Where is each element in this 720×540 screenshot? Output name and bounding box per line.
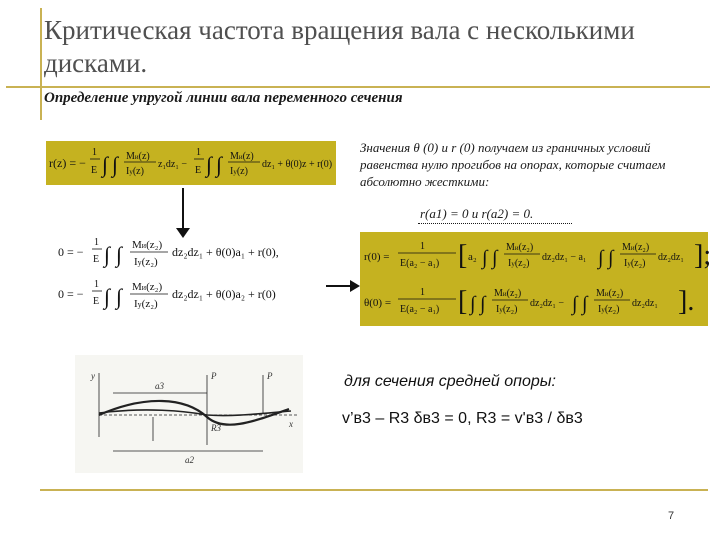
footer-rule <box>40 489 708 491</box>
svg-text:Iy(z): Iy(z) <box>230 166 248 177</box>
svg-text:E: E <box>91 165 98 176</box>
equation-right-2 <box>360 280 708 324</box>
svg-text:dz₂dz₁: dz₂dz₁ <box>658 252 684 263</box>
svg-text:∫: ∫ <box>102 152 109 177</box>
svg-text:1: 1 <box>94 279 99 290</box>
reaction-formula: v’в3 – R3 δв3 = 0, R3 = v'в3 / δв3 <box>342 410 583 427</box>
svg-text:∫: ∫ <box>112 152 119 177</box>
svg-text:0 = −: 0 = − <box>58 245 84 259</box>
svg-text:E: E <box>93 296 100 307</box>
svg-text:E: E <box>93 254 100 265</box>
slide-title: Критическая частота вращения вала с несколькими дисками. <box>44 15 635 78</box>
svg-text:∫: ∫ <box>104 284 111 309</box>
svg-text:1: 1 <box>420 287 425 298</box>
boundary-conditions: r(a1) = 0 и r(a2) = 0. <box>420 206 534 221</box>
svg-text:dz₂dz₁ − a₁: dz₂dz₁ − a₁ <box>542 252 587 263</box>
svg-text:∫: ∫ <box>608 247 614 269</box>
svg-text:r(0) =: r(0) = <box>364 251 390 263</box>
svg-text:dz₂dz₁ −: dz₂dz₁ − <box>530 298 564 309</box>
beam-diagram <box>75 355 303 473</box>
slide-subtitle: Определение упругой линии вала переменного сечения <box>44 90 403 106</box>
equation-right-1 <box>360 234 712 278</box>
svg-text:dz₂dz₁ + θ(0)a₁ + r(0),: dz₂dz₁ + θ(0)a₁ + r(0), <box>172 245 279 259</box>
svg-text:E: E <box>195 165 202 176</box>
diagram-label-p2: P <box>267 371 273 381</box>
svg-text:0 = −: 0 = − <box>58 287 84 301</box>
svg-text:∫: ∫ <box>116 242 123 267</box>
svg-text:a₂: a₂ <box>468 251 477 263</box>
svg-text:Mи(z): Mи(z) <box>230 151 254 162</box>
svg-text:dz₂dz₁ + θ(0)a₂ + r(0): dz₂dz₁ + θ(0)a₂ + r(0) <box>172 287 276 301</box>
page-number: 7 <box>668 510 675 522</box>
svg-text:1: 1 <box>92 147 97 158</box>
svg-text:∫: ∫ <box>116 284 123 309</box>
diagram-label-a3: a3 <box>155 381 164 391</box>
svg-text:Iy(z₂): Iy(z₂) <box>508 258 530 269</box>
diagram-label-y: y <box>91 371 95 381</box>
svg-text:Mи(z₂): Mи(z₂) <box>132 281 163 293</box>
equation-top <box>46 141 336 185</box>
diagram-label-r3: R3 <box>211 423 221 433</box>
equation-left-1 <box>56 232 318 274</box>
svg-text:dz₂dz₁: dz₂dz₁ <box>632 298 658 309</box>
svg-text:Iy(z₂): Iy(z₂) <box>496 304 518 315</box>
svg-text:z₁dz₁ −: z₁dz₁ − <box>158 159 187 170</box>
svg-text:1: 1 <box>94 237 99 248</box>
svg-text:].: ]. <box>678 286 695 317</box>
svg-text:Mи(z₂): Mи(z₂) <box>494 288 522 299</box>
title-vertical-rule <box>40 8 42 120</box>
svg-text:[: [ <box>458 240 468 271</box>
svg-text:θ(0) =: θ(0) = <box>364 297 392 309</box>
svg-text:Mи(z₂): Mи(z₂) <box>596 288 624 299</box>
diagram-label-a2: a2 <box>185 455 194 465</box>
boundary-underline <box>418 223 572 224</box>
svg-text:1: 1 <box>196 147 201 158</box>
title-horizontal-rule <box>6 86 710 88</box>
svg-text:Iy(z₂): Iy(z₂) <box>598 304 620 315</box>
boundary-note: Значения θ (0) и r (0) получаем из граничных условий равенства нулю прогибов на опорах, которые считаем абсолютно жесткими: <box>360 140 666 189</box>
svg-text:Iy(z₂): Iy(z₂) <box>624 258 646 269</box>
svg-text:∫: ∫ <box>598 247 604 269</box>
svg-text:E(a₂ − a₁): E(a₂ − a₁) <box>400 304 440 315</box>
svg-text:∫: ∫ <box>582 293 588 315</box>
svg-text:[: [ <box>458 286 468 317</box>
diagram-label-p1: P <box>211 371 217 381</box>
svg-text:Iy(z): Iy(z) <box>126 166 144 177</box>
svg-text:Mи(z₂): Mи(z₂) <box>622 242 650 253</box>
svg-text:∫: ∫ <box>206 152 213 177</box>
svg-text:Mи(z₂): Mи(z₂) <box>132 239 163 251</box>
svg-text:Mи(z₂): Mи(z₂) <box>506 242 534 253</box>
svg-text:E(a₂ − a₁): E(a₂ − a₁) <box>400 258 440 269</box>
svg-text:∫: ∫ <box>572 293 578 315</box>
svg-text:Iy(z₂): Iy(z₂) <box>134 256 158 268</box>
svg-text:1: 1 <box>420 241 425 252</box>
svg-text:∫: ∫ <box>492 247 498 269</box>
svg-text:dz₁ + θ(0)z + r(0): dz₁ + θ(0)z + r(0) <box>262 159 333 170</box>
section-label: для сечения средней опоры: <box>344 373 556 390</box>
equation-left-2 <box>56 274 318 316</box>
diagram-label-x: x <box>289 419 293 429</box>
svg-text:∫: ∫ <box>482 247 488 269</box>
svg-text:∫: ∫ <box>104 242 111 267</box>
svg-text:Iy(z₂): Iy(z₂) <box>134 298 158 310</box>
svg-text:∫: ∫ <box>216 152 223 177</box>
svg-text:r(z) = −: r(z) = − <box>49 156 86 170</box>
svg-text:∫: ∫ <box>470 293 476 315</box>
svg-text:∫: ∫ <box>480 293 486 315</box>
svg-text:Mи(z): Mи(z) <box>126 151 150 162</box>
svg-text:];: ]; <box>694 240 712 271</box>
